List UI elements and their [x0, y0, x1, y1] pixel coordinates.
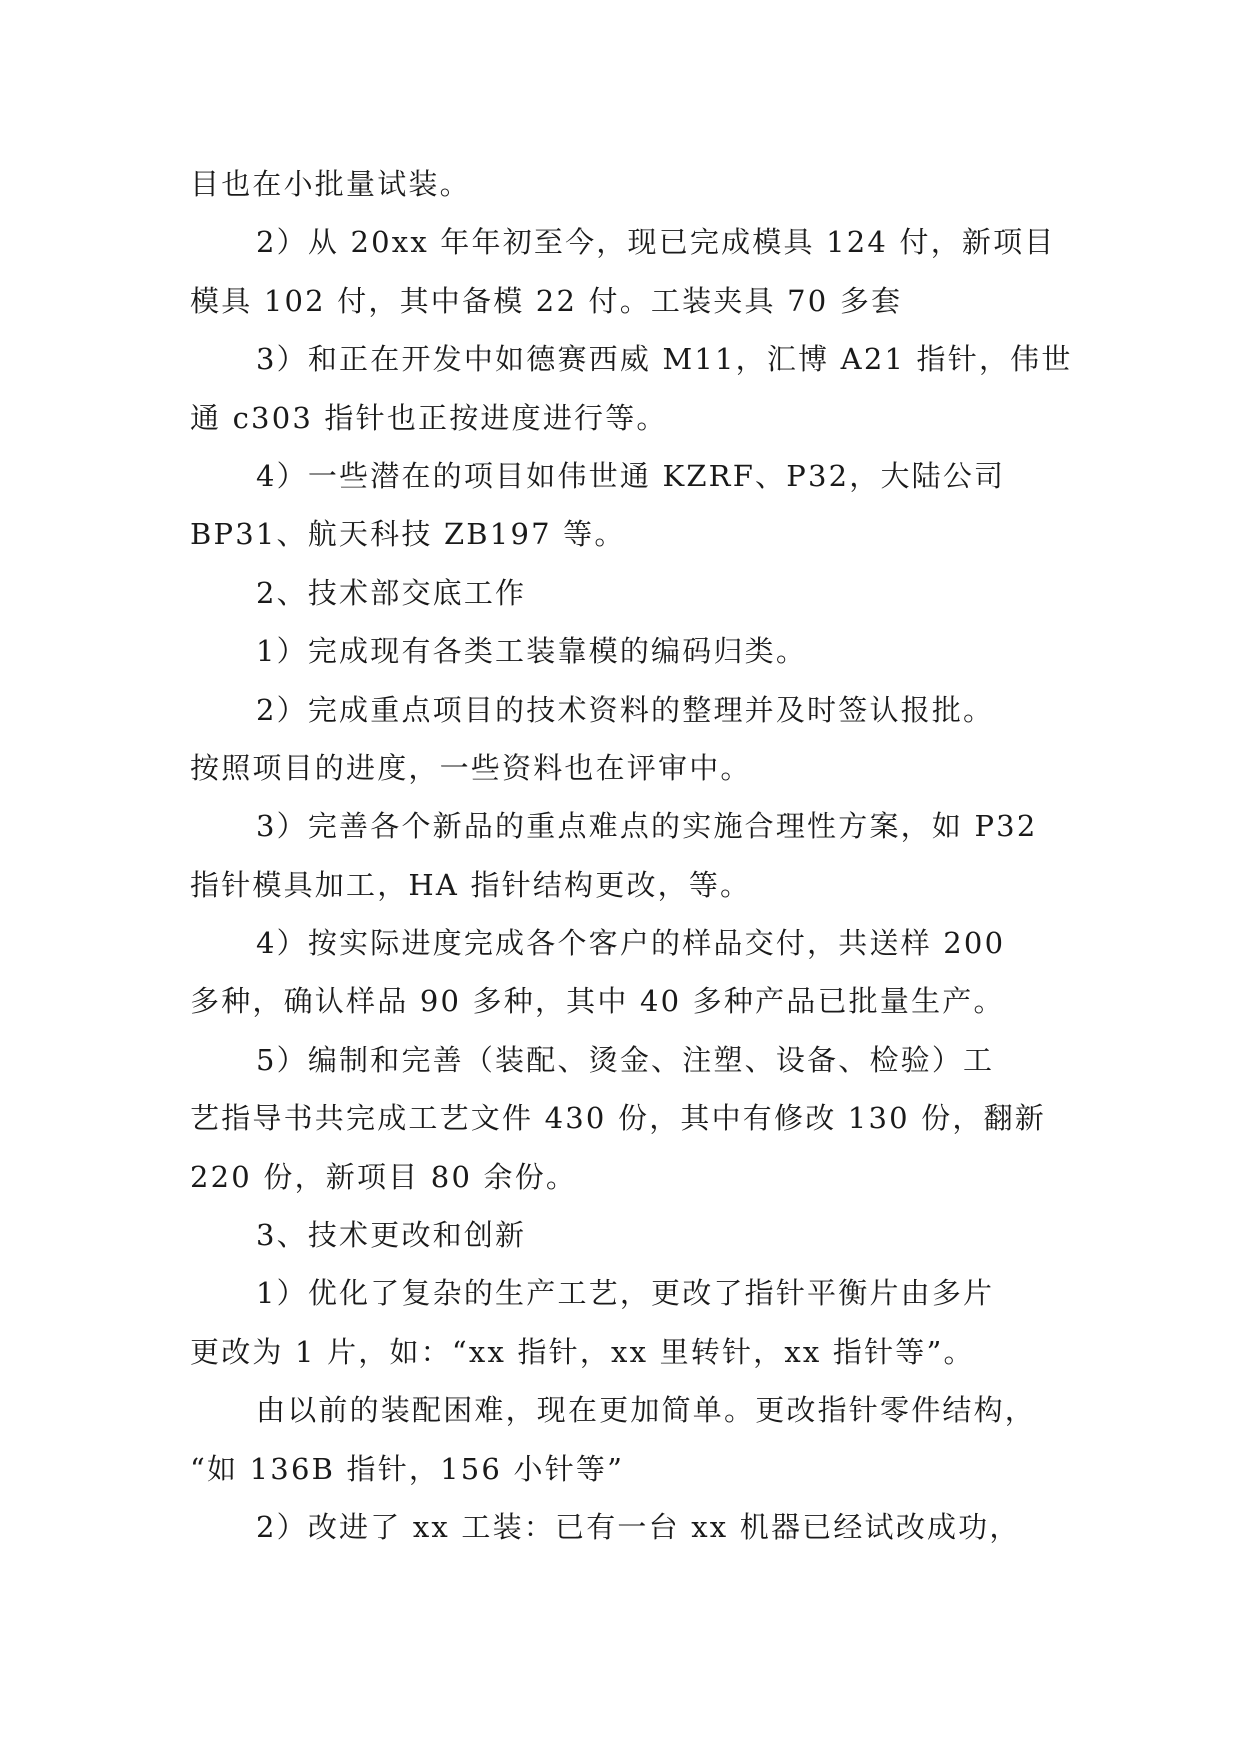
text-line: 按照项目的进度，一些资料也在评审中。 [190, 750, 752, 785]
text-line: “如 136B 指针，156 小针等” [190, 1451, 625, 1486]
text-line: 3）完善各个新品的重点难点的实施合理性方案，如 P32 [256, 809, 1038, 844]
text-line: 220 份，新项目 80 余份。 [190, 1159, 578, 1194]
text-line: 2）完成重点项目的技术资料的整理并及时签认报批。 [256, 692, 995, 727]
text-line: 1）完成现有各类工装靠模的编码归类。 [256, 634, 808, 669]
text-line: 4）一些潜在的项目如伟世通 KZRF、P32，大陆公司 [256, 458, 1006, 493]
text-line: 指针模具加工，HA 指针结构更改，等。 [190, 867, 752, 902]
section-heading: 3、技术更改和创新 [256, 1218, 527, 1253]
section-heading: 2、技术部交底工作 [256, 575, 527, 610]
text-line: 更改为 1 片，如：“xx 指针，xx 里转针，xx 指针等”。 [190, 1334, 975, 1369]
text-line: 多种，确认样品 90 多种，其中 40 多种产品已批量生产。 [190, 984, 1005, 1019]
text-line: 2）从 20xx 年年初至今，现已完成模具 124 付，新项目 [256, 225, 1056, 260]
text-line: BP31、航天科技 ZB197 等。 [190, 517, 626, 552]
text-line: 由以前的装配困难，现在更加简单。更改指针零件结构， [256, 1393, 1037, 1428]
text-line: 1）优化了复杂的生产工艺，更改了指针平衡片由多片 [256, 1276, 995, 1311]
document-body [190, 155, 1073, 1556]
text-line: 艺指导书共完成工艺文件 430 份，其中有修改 130 份，翻新 [190, 1101, 1046, 1136]
text-line: 通 c303 指针也正按进度进行等。 [190, 400, 668, 435]
text-line: 3）和正在开发中如德赛西威 M11，汇博 A21 指针，伟世 [256, 342, 1073, 377]
text-line: 模具 102 付，其中备模 22 付。工装夹具 70 多套 [190, 283, 903, 318]
text-line: 目也在小批量试装。 [190, 167, 471, 201]
text-line: 4）按实际进度完成各个客户的样品交付，共送样 200 [256, 926, 1006, 961]
text-line: 5）编制和完善（装配、烫金、注塑、设备、检验）工 [256, 1042, 995, 1077]
text-line: 2）改进了 xx 工装：已有一台 xx 机器已经试改成功， [256, 1509, 1021, 1544]
